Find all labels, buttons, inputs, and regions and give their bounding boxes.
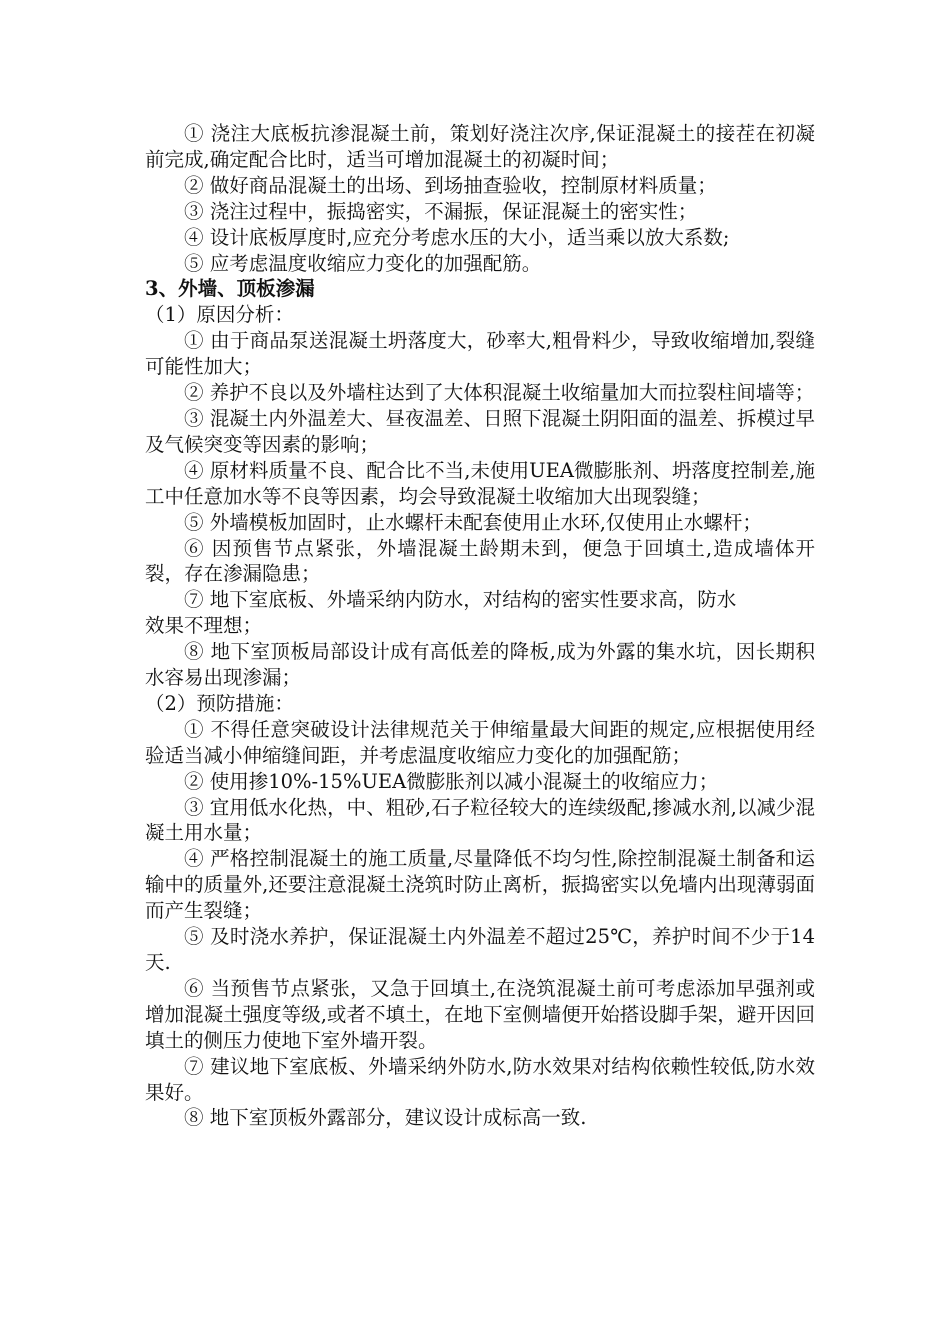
intro-item-1: ① 浇注大底板抗渗混凝土前，策划好浇注次序,保证混凝土的接茬在初凝前完成,确定配合比时，适当可增加混凝土的初凝时间； [145,122,815,171]
intro-item-4: ④ 设计底板厚度时,应充分考虑水压的大小，适当乘以放大系数; [184,225,730,249]
analysis-item-5: ⑤ 外墙模板加固时，止水螺杆未配套使用止水环,仅使用止水螺杆； [184,510,762,534]
prevention-item-1: ① 不得任意突破设计法律规范关于伸缩量最大间距的规定,应根据使用经验适当减小伸缩缝间距，并考虑温度收缩应力变化的加强配筋； [145,717,815,767]
analysis-item-3: ③ 混凝土内外温差大、昼夜温差、日照下混凝土阴阳面的温差、拆模过早及气候突变等因素的影响； [145,406,815,456]
section-heading: 3、外墙、顶板渗漏 [145,277,315,301]
analysis-item-7-continuation: 效果不理想； [145,614,263,638]
analysis-item-7: ⑦ 地下室底板、外墙采纳内防水，对结构的密实性要求高，防水 [184,588,737,612]
analysis-item-4: ④ 原材料质量不良、配合比不当,未使用UEA微膨胀剂、坍落度控制差,施工中任意加水等不良等因素，均会导致混凝土收缩加大出现裂缝； [145,458,815,508]
analysis-item-8: ⑧ 地下室顶板局部设计成有高低差的降板,成为外露的集水坑，因长期积水容易出现渗漏； [145,640,815,690]
prevention-item-2: ② 使用掺10%-15%UEA微膨胀剂以减小混凝土的收缩应力； [184,769,719,793]
analysis-item-1: ① 由于商品泵送混凝土坍落度大，砂率大,粗骨料少，导致收缩增加,裂缝可能性加大； [145,329,815,379]
analysis-item-2: ② 养护不良以及外墙柱达到了大体积混凝土收缩量加大而拉裂柱间墙等； [184,381,815,405]
prevention-item-7: ⑦ 建议地下室底板、外墙采纳外防水,防水效果对结构依赖性较低,防水效果好。 [145,1054,815,1104]
prevention-item-8: ⑧ 地下室顶板外露部分，建议设计成标高一致. [184,1106,587,1130]
prevention-item-4: ④ 严格控制混凝土的施工质量,尽量降低不均匀性,除控制混凝土制备和运输中的质量外,还要注意混凝土浇筑时防止离析，振捣密实以免墙内出现薄弱面而产生裂缝； [145,847,815,923]
analysis-item-6: ⑥ 因预售节点紧张，外墙混凝土龄期未到，便急于回填土,造成墙体开裂，存在渗漏隐患； [145,536,815,586]
prevention-item-3: ③ 宜用低水化热，中、粗砂,石子粒径较大的连续级配,掺减水剂,以减少混凝土用水量； [145,795,815,845]
prevention-item-6: ⑥ 当预售节点紧张，又急于回填土,在浇筑混凝土前可考虑添加早强剂或增加混凝土强度等级,或者不填土，在地下室侧墙便开始搭设脚手架，避开因回填土的侧压力使地下室外墙开裂。 [145,976,815,1052]
prevention-item-5: ⑤ 及时浇水养护，保证混凝土内外温差不超过25℃，养护时间不少于14天. [145,925,815,974]
prevention-title: （2）预防措施： [145,691,294,715]
document-body [145,121,815,1131]
intro-item-2: ② 做好商品混凝土的出场、到场抽查验收，控制原材料质量； [184,173,717,197]
analysis-title: （1）原因分析： [145,303,294,327]
intro-item-3: ③ 浇注过程中，振捣密实，不漏振，保证混凝土的密实性； [184,199,698,223]
intro-item-5: ⑤ 应考虑温度收缩应力变化的加强配筋。 [184,251,542,275]
